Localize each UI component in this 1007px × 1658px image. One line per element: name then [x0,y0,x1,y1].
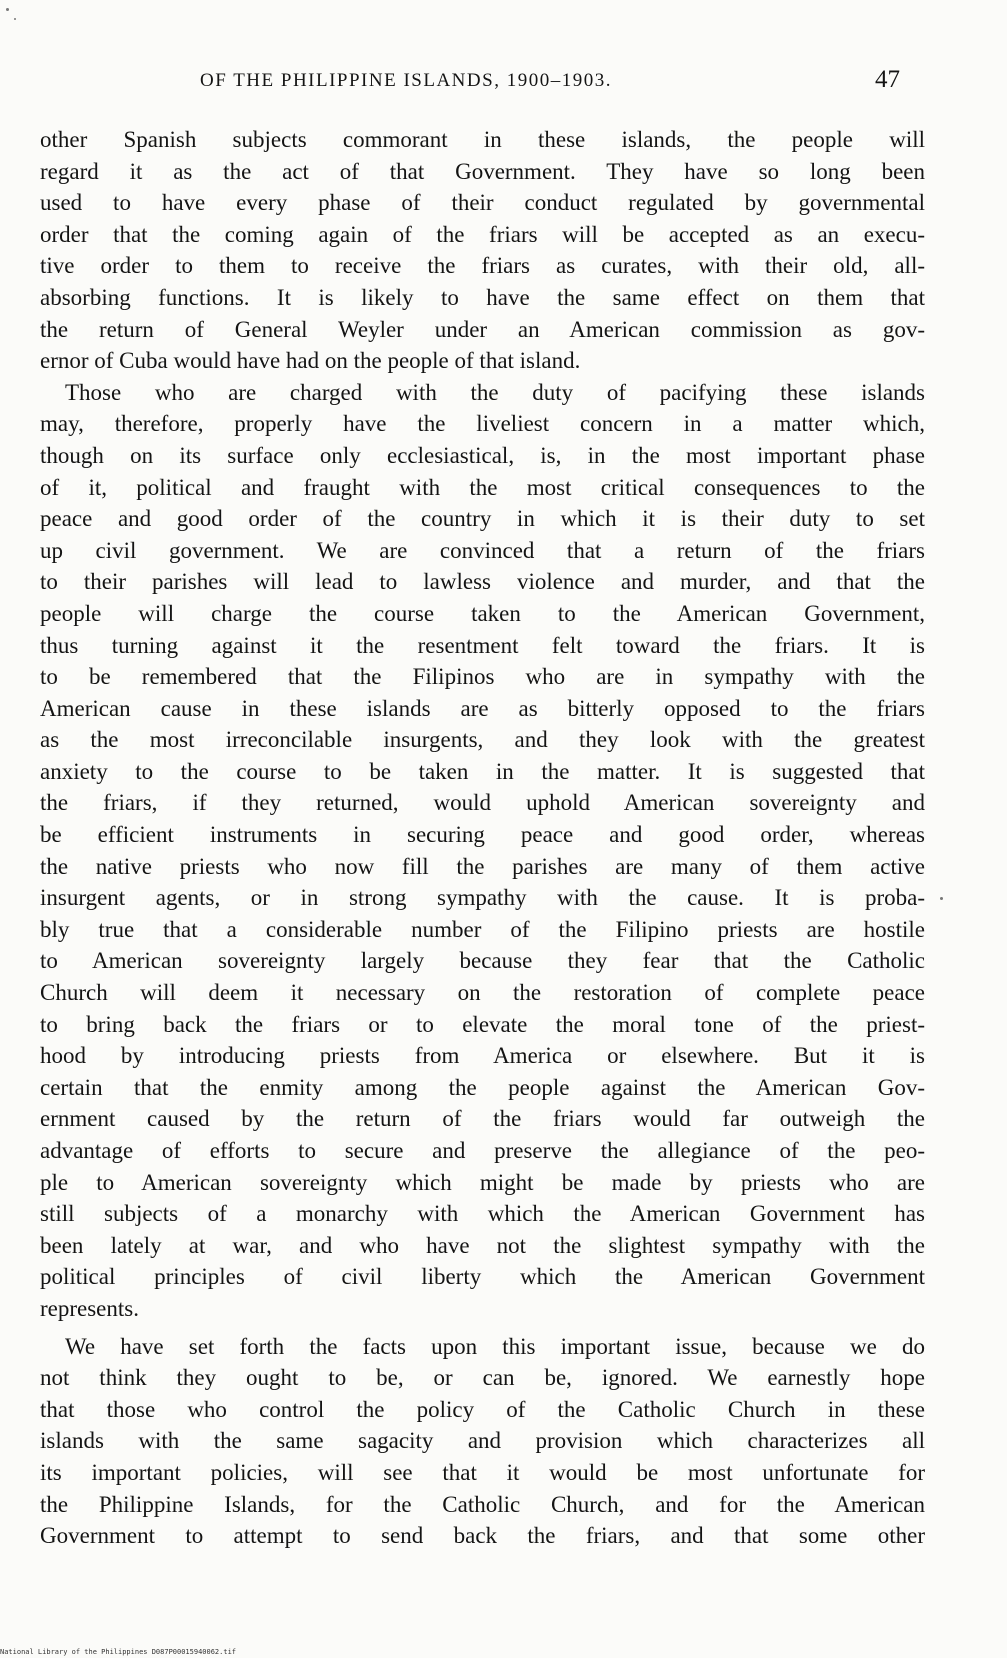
text-line: to bring back the friars or to elevate the moral tone of the priest- [40,1011,925,1037]
text-line: ernor of Cuba would have had on the people of that island. [40,348,581,374]
text-line: though on its surface only ecclesiastical, is, in the most important phase [40,442,925,468]
text-line: ple to American sovereignty which might be made by priests who are [40,1169,925,1195]
text-line: hood by introducing priests from America or elsewhere. But it is [40,1043,925,1069]
text-line: Government to attempt to send back the friars, and that some other [40,1523,925,1549]
text-line: its important policies, will see that it would be most unfortunate for [40,1459,925,1485]
text-line: political principles of civil liberty which the American Government [40,1264,925,1290]
scan-speck [14,18,16,20]
text-line: absorbing functions. It is likely to have the same effect on them that [40,284,925,310]
text-line: the friars, if they returned, would uphold American sovereignty and [40,790,925,816]
text-line: American cause in these islands are as bitterly opposed to the friars [40,695,925,721]
text-line: as the most irreconcilable insurgents, and they look with the greatest [40,727,925,753]
text-line: thus turning against it the resentment felt toward the friars. It is [40,632,925,658]
text-line: bly true that a considerable number of the Filipino priests are hostile [40,916,925,942]
text-line: that those who control the policy of the Catholic Church in these [40,1396,925,1422]
page-header [200,66,900,98]
scan-speck [6,8,9,11]
running-head: OF THE PHILIPPINE ISLANDS, 1900–1903. [200,70,612,91]
text-line: Church will deem it necessary on the restoration of complete peace [40,980,925,1006]
text-line: We have set forth the facts upon this important issue, because we do [65,1333,925,1359]
text-line: to American sovereignty largely because they fear that the Catholic [40,948,925,974]
text-line: the native priests who now fill the parishes are many of them active [40,853,925,879]
text-line: be efficient instruments in securing peace and good order, whereas [40,822,925,848]
text-line: not think they ought to be, or can be, ignored. We earnestly hope [40,1365,925,1391]
text-line: Those who are charged with the duty of pacifying these islands [65,379,925,405]
scan-speck [940,897,943,900]
body-text [40,124,925,1552]
text-line: may, therefore, properly have the liveliest concern in a matter which, [40,411,925,437]
text-line: been lately at war, and who have not the slightest sympathy with the [40,1232,925,1258]
text-line: certain that the enmity among the people against the American Gov- [40,1074,925,1100]
text-line: people will charge the course taken to the American Government, [40,600,925,626]
text-line: tive order to them to receive the friars as curates, with their old, all- [40,253,925,279]
text-line: ernment caused by the return of the friars would far outweigh the [40,1106,925,1132]
text-line: the return of General Weyler under an American commission as gov- [40,316,925,342]
text-line: used to have every phase of their conduct regulated by governmental [40,190,925,216]
text-line: up civil government. We are convinced that a return of the friars [40,537,925,563]
scan-footer: National Library of the Philippines D087P00015940062.tif [0,1648,237,1656]
text-line: insurgent agents, or in strong sympathy with the cause. It is proba- [40,885,925,911]
text-line: order that the coming again of the friars will be accepted as an execu- [40,221,925,247]
page-number: 47 [875,66,900,93]
text-line: anxiety to the course to be taken in the matter. It is suggested that [40,758,925,784]
text-line: islands with the same sagacity and provision which characterizes all [40,1428,925,1454]
text-line: to be remembered that the Filipinos who are in sympathy with the [40,664,925,690]
text-line: the Philippine Islands, for the Catholic Church, and for the American [40,1491,925,1517]
text-line: other Spanish subjects commorant in these islands, the people will [40,127,925,152]
text-line: of it, political and fraught with the most critical consequences to the [40,474,925,500]
text-line: still subjects of a monarchy with which the American Government has [40,1201,925,1227]
text-line: regard it as the act of that Government. They have so long been [40,158,925,184]
text-line: to their parishes will lead to lawless violence and murder, and that the [40,569,925,595]
text-line: peace and good order of the country in which it is their duty to set [40,506,925,532]
text-line: represents. [40,1295,139,1321]
text-line: advantage of efforts to secure and preserve the allegiance of the peo- [40,1138,925,1163]
